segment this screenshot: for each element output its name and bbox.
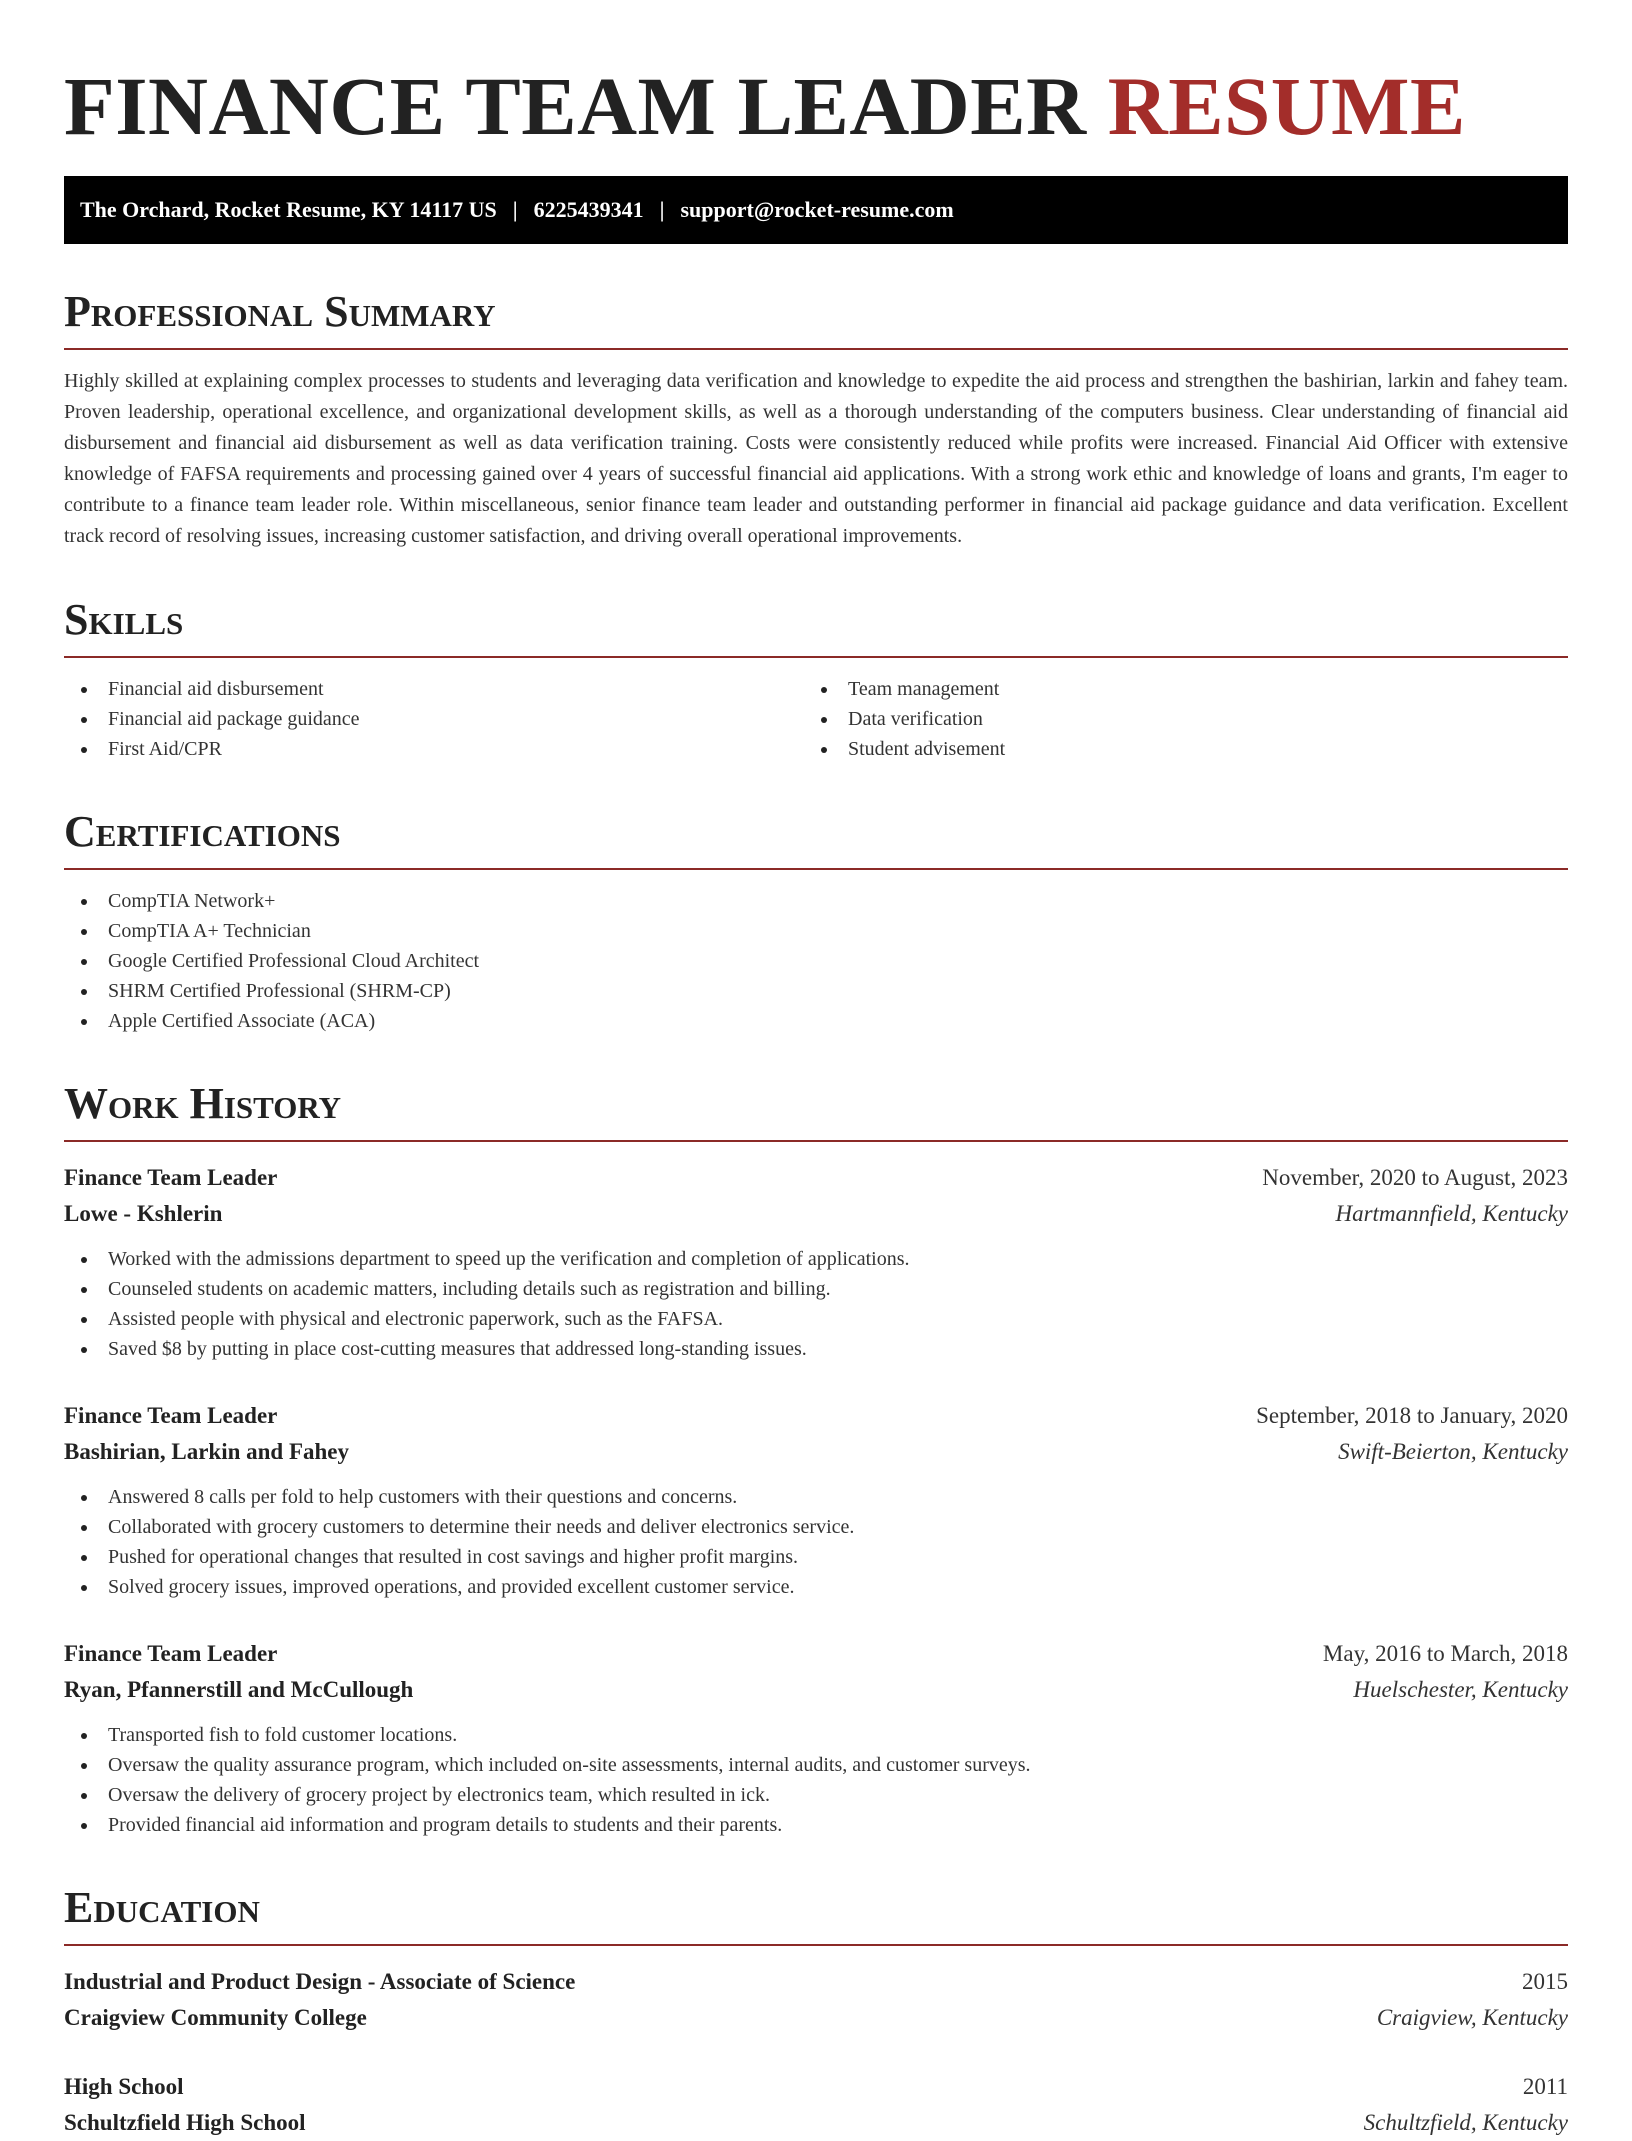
job-company: Ryan, Pfannerstill and McCullough (64, 1677, 414, 1702)
job-bullets (64, 1482, 1568, 1602)
certification-item: CompTIA A+ Technician (64, 916, 1568, 946)
certification-item: Google Certified Professional Cloud Architect (64, 946, 1568, 976)
job-header-row (64, 1636, 1568, 1672)
skills-heading: Skills (64, 596, 1568, 658)
education-school: Schultzfield High School (64, 2110, 306, 2135)
job-bullet: Assisted people with physical and electronic paperwork, such as the FAFSA. (64, 1304, 1568, 1334)
education-section (64, 1884, 1568, 2141)
job-company-row (64, 1196, 1568, 1232)
job-dates: November, 2020 to August, 2023 (1262, 1165, 1568, 1190)
job-dates: May, 2016 to March, 2018 (1322, 1641, 1568, 1666)
skill-item: Financial aid package guidance (64, 704, 804, 734)
skill-item: Team management (804, 674, 1544, 704)
work-history-section (64, 1080, 1568, 1840)
education-location: Craigview, Kentucky (1376, 2005, 1568, 2030)
contact-email[interactable]: support@rocket-resume.com (680, 197, 954, 222)
education-entry (64, 2069, 1568, 2141)
education-location: Schultzfield, Kentucky (1363, 2110, 1568, 2135)
job-bullet: Provided financial aid information and program details to students and their parents. (64, 1810, 1568, 1840)
skill-item: Student advisement (804, 734, 1544, 764)
job-entry (64, 1636, 1568, 1840)
job-header-row (64, 1160, 1568, 1196)
certifications-list (64, 886, 1568, 1036)
skill-item: First Aid/CPR (64, 734, 804, 764)
title-accent: RESUME (1107, 60, 1466, 152)
job-entry (64, 1160, 1568, 1364)
certification-item: Apple Certified Associate (ACA) (64, 1006, 1568, 1036)
job-bullets (64, 1720, 1568, 1840)
job-location: Swift-Beierton, Kentucky (1338, 1439, 1568, 1464)
job-bullet: Saved $8 by putting in place cost-cutting measures that addressed long-standing issues. (64, 1334, 1568, 1364)
summary-text: Highly skilled at explaining complex processes to students and leveraging data verification and knowledge to expedite the aid process and strengthen the bashirian, larkin and fahey team. Proven leadership, operational excellence, and organizational development skills, as well as a thorough understanding of the computers business. Clear understanding of financial aid disbursement and financial aid disbursement as well as data verification training. Costs were consistently reduced while profits were increased. Financial Aid Officer with extensive knowledge of FAFSA requirements and processing gained over 4 years of successful financial aid applications. With a strong work ethic and knowledge of loans and grants, I'm eager to contribute to a finance team leader role. Within miscellaneous, senior finance team leader and outstanding performer in financial aid package guidance and data verification. Excellent track record of resolving issues, increasing customer satisfaction, and driving overall operational improvements. (64, 370, 1568, 547)
education-heading: Education (64, 1884, 1568, 1946)
summary-section (64, 288, 1568, 552)
job-title: Finance Team Leader (64, 1165, 278, 1190)
education-year: 2011 (1522, 2074, 1568, 2099)
contact-bar (64, 176, 1568, 244)
title-main: FINANCE TEAM LEADER (64, 60, 1087, 152)
work-history-heading: Work History (64, 1080, 1568, 1142)
education-entry (64, 1964, 1568, 2036)
skills-grid (64, 674, 1568, 764)
job-bullet: Answered 8 calls per fold to help customers with their questions and concerns. (64, 1482, 1568, 1512)
skills-section (64, 596, 1568, 764)
job-company: Lowe - Kshlerin (64, 1201, 223, 1226)
job-company-row (64, 1672, 1568, 1708)
job-bullet: Oversaw the quality assurance program, which included on-site assessments, internal audits, and customer surveys. (64, 1750, 1568, 1780)
job-title: Finance Team Leader (64, 1641, 278, 1666)
skill-item: Financial aid disbursement (64, 674, 804, 704)
summary-heading: Professional Summary (64, 288, 1568, 350)
job-bullet: Transported fish to fold customer locations. (64, 1720, 1568, 1750)
job-bullet: Oversaw the delivery of grocery project by electronics team, which resulted in ick. (64, 1780, 1568, 1810)
job-bullet: Counseled students on academic matters, including details such as registration and billing. (64, 1274, 1568, 1304)
job-bullet: Pushed for operational changes that resulted in cost savings and higher profit margins. (64, 1542, 1568, 1572)
skill-item: Data verification (804, 704, 1544, 734)
certifications-section (64, 808, 1568, 1036)
job-header-row (64, 1398, 1568, 1434)
job-company-row (64, 1434, 1568, 1470)
job-bullet: Collaborated with grocery customers to determine their needs and deliver electronics service. (64, 1512, 1568, 1542)
resume-title (64, 58, 1568, 154)
skills-list-left (64, 674, 804, 764)
contact-separator: | (512, 197, 518, 222)
education-degree: Industrial and Product Design - Associate of Science (64, 1969, 576, 1994)
job-title: Finance Team Leader (64, 1403, 278, 1428)
education-school: Craigview Community College (64, 2005, 367, 2030)
job-entry (64, 1398, 1568, 1602)
education-degree-row (64, 2069, 1568, 2105)
job-bullets (64, 1244, 1568, 1364)
skills-list-right (804, 674, 1544, 764)
job-location: Huelschester, Kentucky (1353, 1677, 1568, 1702)
job-location: Hartmannfield, Kentucky (1335, 1201, 1568, 1226)
job-company: Bashirian, Larkin and Fahey (64, 1439, 350, 1464)
contact-separator: | (659, 197, 665, 222)
certifications-heading: Certifications (64, 808, 1568, 870)
contact-phone: 6225439341 (533, 197, 644, 222)
education-degree: High School (64, 2074, 184, 2099)
contact-address: The Orchard, Rocket Resume, KY 14117 US (80, 197, 497, 222)
education-school-row (64, 2105, 1568, 2141)
job-bullet: Solved grocery issues, improved operations, and provided excellent customer service. (64, 1572, 1568, 1602)
certification-item: SHRM Certified Professional (SHRM-CP) (64, 976, 1568, 1006)
education-degree-row (64, 1964, 1568, 2000)
job-dates: September, 2018 to January, 2020 (1256, 1403, 1568, 1428)
education-school-row (64, 2000, 1568, 2036)
education-year: 2015 (1522, 1969, 1568, 1994)
certification-item: CompTIA Network+ (64, 886, 1568, 916)
job-bullet: Worked with the admissions department to speed up the verification and completion of applications. (64, 1244, 1568, 1274)
